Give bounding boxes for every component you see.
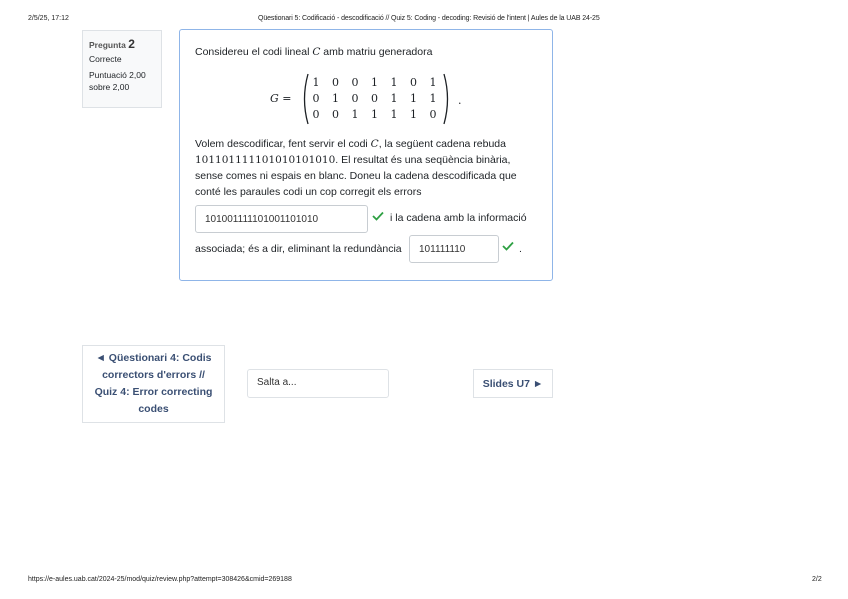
matrix-entry: 1 xyxy=(371,76,378,89)
matrix-entry: 0 xyxy=(429,108,437,121)
answer2-period: . xyxy=(519,243,522,255)
matrix-entry: 1 xyxy=(410,92,417,105)
question-number-value: 2 xyxy=(128,37,135,51)
question-number xyxy=(89,38,155,51)
matrix-symbol: G = xyxy=(270,92,292,105)
question-intro: Considereu el codi lineal C amb matriu generadora xyxy=(195,46,433,58)
print-page-number: 2/2 xyxy=(812,576,822,583)
matrix-entry: 0 xyxy=(312,108,320,121)
matrix-period: . xyxy=(458,94,462,107)
question-grade xyxy=(89,69,155,93)
answer2-leading-text: associada; és a dir, eliminant la redundància xyxy=(195,243,402,255)
question-content xyxy=(179,29,553,281)
question-state: Correcte xyxy=(89,54,122,64)
matrix-entry: 1 xyxy=(312,76,320,89)
print-date: 2/5/25, 17:12 xyxy=(28,15,69,22)
matrix-entry: 0 xyxy=(332,76,339,89)
matrix-entry: 0 xyxy=(332,108,339,121)
matrix-entry: 1 xyxy=(429,92,437,105)
decoded-codewords-input[interactable]: 101001111101001101010 xyxy=(195,205,368,233)
code-variable: C xyxy=(312,46,321,58)
information-string-input[interactable]: 101111110 xyxy=(409,235,499,263)
matrix-entry: 1 xyxy=(371,108,378,121)
question-description: Volem descodificar, fent servir el codi C, la següent cadena rebuda 101101111101010101010. El resultat és una seqüència binària, sense comes ni espais en blanc. Doneu la cadena descodificada que conté les paraules codi un cop corregit els errors xyxy=(195,138,517,198)
matrix-entry: 1 xyxy=(429,76,437,89)
matrix-entry: 1 xyxy=(390,92,398,105)
next-activity-link[interactable]: Slides U7 ► xyxy=(473,369,553,398)
matrix-entry: 1 xyxy=(351,108,359,121)
matrix-entry: 0 xyxy=(312,92,320,105)
matrix-entry: 0 xyxy=(351,76,359,89)
matrix-entry: 0 xyxy=(410,76,417,89)
matrix-entry: 0 xyxy=(371,92,378,105)
matrix-entry: 1 xyxy=(410,108,417,121)
previous-activity-link[interactable]: ◄ Qüestionari 4: Codis correctors d'errors // Quiz 4: Error correcting codes xyxy=(82,345,225,423)
right-paren-icon xyxy=(442,73,452,125)
question-label: Pregunta xyxy=(89,40,126,50)
grade-line-2: sobre 2,00 xyxy=(89,82,130,92)
print-page-title: Qüestionari 5: Codificació - descodificació // Quiz 5: Coding - decoding: Revisió de l'intent | Aules de la UAB 24-25 xyxy=(258,15,600,22)
grade-line-1: Puntuació 2,00 xyxy=(89,70,146,80)
question-info-panel xyxy=(82,30,162,108)
answer1-trailing-text: i la cadena amb la informació xyxy=(390,212,527,224)
check-icon xyxy=(372,211,384,221)
matrix-entry: 1 xyxy=(390,108,398,121)
print-url: https://e-aules.uab.cat/2024-25/mod/quiz/review.php?attempt=308426&cmid=269188 xyxy=(28,576,292,583)
matrix-entry: 1 xyxy=(390,76,398,89)
check-icon xyxy=(502,241,514,251)
generator-matrix xyxy=(270,73,470,125)
jump-to-select[interactable]: Salta a... xyxy=(247,369,389,398)
matrix-entry: 0 xyxy=(351,92,359,105)
left-paren-icon xyxy=(300,73,310,125)
matrix-entry: 1 xyxy=(332,92,339,105)
received-string: 101101111101010101010 xyxy=(195,154,336,166)
